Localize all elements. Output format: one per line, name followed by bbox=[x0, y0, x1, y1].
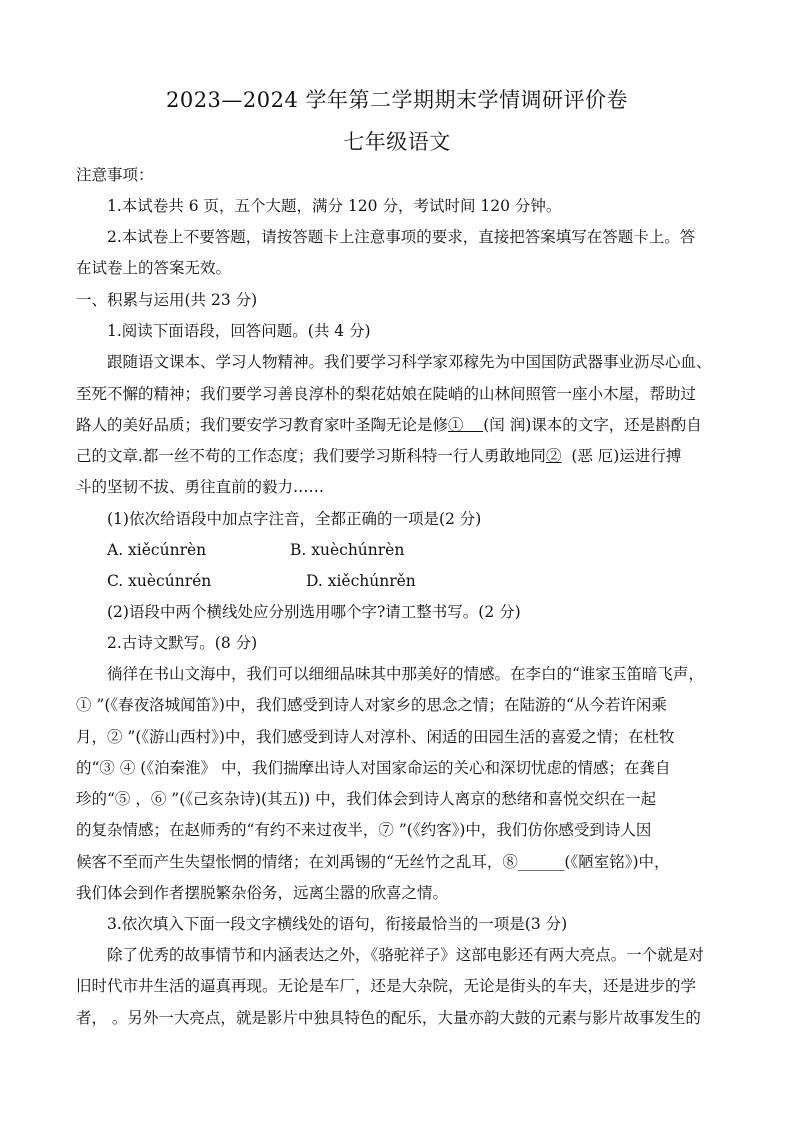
q1-sub2: (2)语段中两个横线处应分别选用哪个字?请工整书写。(2 分) bbox=[107, 603, 521, 621]
option-b: B. xuèchúnrèn bbox=[290, 541, 405, 559]
q3-line3: 者， 。另外一大亮点，就是影片中独具特色的配乐，大量亦韵大鼓的元素与影片故事发生的 bbox=[76, 1009, 701, 1027]
exam-title: 2023—2024 学年第二学期期末学情调研评价卷 bbox=[165, 88, 629, 112]
q2-line2: ① ”(《春夜洛城闻笛》)中，我们感受到诗人对家乡的思念之情；在陆游的“从今若许闲乘 bbox=[76, 696, 667, 714]
notice-heading: 注意事项： bbox=[76, 166, 154, 184]
exam-subtitle: 七年级语文 bbox=[343, 130, 451, 154]
q2-line3: 月，② ”(《游山西村》)中，我们感受到诗人对淳朴、闲适的田园生活的喜爱之情；在杜牧 bbox=[76, 728, 675, 746]
q1-passage-line4 bbox=[76, 446, 726, 466]
option-d: D. xiěchúnrěn bbox=[306, 572, 416, 590]
notice-item-1: 1.本试卷共 6 页，五个大题，满分 120 分，考试时间 120 分钟。 bbox=[107, 197, 562, 215]
q1-passage-line4-end: (恶 厄)运进行搏 bbox=[571, 447, 682, 465]
option-a: A. xiěcúnrèn bbox=[107, 541, 207, 559]
q1-stem: 1.阅读下面语段，回答问题。(共 4 分) bbox=[107, 322, 371, 340]
q1-passage-line3-start: 路人的美好品质；我们要安学习教育家叶圣陶无论是修 bbox=[76, 416, 449, 434]
q1-passage-line5: 斗的坚韧不拔、勇往直前的毅力…… bbox=[76, 478, 325, 496]
q1-sub1: (1)依次给语段中加点字注音，全都正确的一项是(2 分) bbox=[107, 510, 482, 528]
q1-passage-line1: 跟随语文课本、学习人物精神。我们要学习科学家邓稼先为中国国防武器事业沥尽心血、 bbox=[107, 353, 712, 371]
blank-1-underline bbox=[464, 416, 484, 434]
blank-1: ① bbox=[448, 416, 464, 434]
q2-line1: 徜徉在书山文海中，我们可以细细品味其中那美好的情感。在李白的“谁家玉笛暗飞声， bbox=[107, 665, 704, 683]
notice-item-2-line2: 在试卷上的答案无效。 bbox=[76, 259, 232, 277]
blank-2: ② bbox=[545, 447, 562, 465]
q2-line7: 候客不至而产生失望怅惘的情绪；在刘禹锡的“无丝竹之乱耳，⑧______(《陋室铭》)中， bbox=[76, 853, 670, 871]
option-c: C. xuècúnrén bbox=[107, 572, 212, 590]
q2-line8: 我们体会到作者摆脱繁杂俗务，远离尘嚣的欣喜之情。 bbox=[76, 884, 449, 902]
q3-line1: 除了优秀的故事情节和内涵表达之外，《骆驼祥子》这部电影还有两大亮点。一个就是对 bbox=[107, 946, 704, 964]
q2-line5: 珍的“⑤ ，⑥ ”(《己亥杂诗)(其五)) 中，我们体会到诗人离京的愁绪和喜悦交织在一起 bbox=[76, 790, 657, 808]
q3-stem: 3.依次填入下面一段文字横线处的语句，衔接最恰当的一项是(3 分) bbox=[107, 915, 568, 933]
q1-passage-line2: 至死不懈的精神；我们要学习善良淳朴的梨花姑娘在陡峭的山林间照管一座小木屋，帮助过 bbox=[76, 385, 697, 403]
q1-passage-line3-end: (闰 润)课本的文字，还是斟酌自 bbox=[483, 416, 702, 434]
section1-heading: 一、积累与运用(共 23 分) bbox=[76, 291, 258, 309]
notice-item-2-line1: 2.本试卷上不要答题，请按答题卡上注意事项的要求，直接把答案填写在答题卡上。答 bbox=[107, 228, 696, 246]
q2-line4: 的“③ ④ (《泊秦淮》 中，我们揣摩出诗人对国家命运的关心和深切忧虑的情感；在龚自 bbox=[76, 759, 671, 777]
q2-line6: 的复杂情感；在赵师秀的“有约不来过夜半，⑦ ”(《约客》)中，我们仿你感受到诗人因 bbox=[76, 821, 652, 839]
q3-line2: 旧时代市井生活的逼真再现。无论是车厂，还是大杂院，无论是街头的车夫，还是进步的学 bbox=[76, 977, 697, 995]
q2-stem: 2.古诗文默写。(8 分) bbox=[107, 634, 258, 652]
q1-passage-line4-start: 己的文章.都一丝不苟的工作态度；我们要学习斯科特一行人勇敢地同 bbox=[76, 447, 546, 465]
q1-passage-line3 bbox=[76, 415, 726, 435]
